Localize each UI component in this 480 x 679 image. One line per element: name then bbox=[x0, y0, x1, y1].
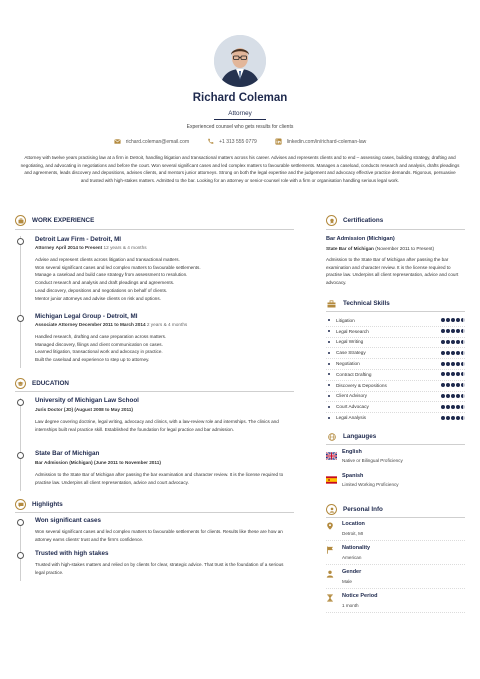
rating-dot bbox=[456, 340, 460, 344]
email-icon bbox=[114, 138, 121, 145]
rating-dot bbox=[441, 318, 445, 322]
skill-name: Legal Analysis bbox=[336, 415, 366, 421]
edu-description: Law degree covering doctrine, legal writing, advocacy and clinics, with a law-review role and internships. The clinics and internships built real practice skill. Established the foundation for legal practice and bar admission. bbox=[35, 419, 279, 432]
skill-row bbox=[326, 338, 465, 347]
highlight-description: Won several significant cases and led complex matters to favourable settlements for clients. Results like these are how an attorney earns clients' trust and the firm's confidence. bbox=[35, 529, 283, 542]
personal-label: Gender bbox=[342, 569, 362, 575]
rating-dot bbox=[461, 351, 465, 355]
list-item: Conduct research and analysis and draft pleadings and agreements. bbox=[35, 280, 175, 286]
list-item: Advise and represent clients across litigation and transactional matters. bbox=[35, 257, 180, 262]
timeline-dot bbox=[17, 315, 24, 322]
rating-dot bbox=[451, 340, 455, 344]
job-bullets bbox=[35, 256, 290, 302]
skill-row bbox=[326, 370, 465, 379]
section-personal-header bbox=[326, 504, 383, 515]
personal-value: 1 month bbox=[342, 603, 359, 608]
rating-dot bbox=[446, 362, 450, 366]
rating-dot bbox=[451, 329, 455, 333]
edu-meta bbox=[35, 460, 161, 465]
hourglass-icon bbox=[326, 594, 334, 602]
rating-dot bbox=[456, 329, 460, 333]
rating-dot bbox=[461, 405, 465, 409]
timeline-dot bbox=[17, 519, 24, 526]
rating-dot bbox=[446, 405, 450, 409]
rating-dot bbox=[461, 362, 465, 366]
list-item: Learned litigation, transactional work and advocacy in practice. bbox=[35, 349, 163, 355]
edu-school: State Bar of Michigan bbox=[35, 450, 100, 457]
job-meta bbox=[35, 245, 147, 250]
award-icon bbox=[326, 215, 337, 226]
bullet-icon bbox=[328, 373, 330, 375]
section-work-header bbox=[15, 215, 94, 226]
section-title: EDUCATION bbox=[32, 380, 69, 387]
edu-dates: (June 2011 to November 2011) bbox=[93, 460, 161, 465]
rating-dot bbox=[446, 383, 450, 387]
job-meta bbox=[35, 322, 187, 327]
rating-dot bbox=[441, 351, 445, 355]
skill-name: Case Strategy bbox=[336, 350, 366, 356]
skill-name: Legal Writing bbox=[336, 339, 364, 345]
rating-dot bbox=[456, 383, 460, 387]
section-divider bbox=[15, 512, 294, 513]
bullet-icon bbox=[328, 395, 330, 397]
section-divider bbox=[15, 391, 294, 392]
section-divider bbox=[326, 311, 465, 312]
job-dates: April 2014 to Present bbox=[55, 245, 103, 250]
rating-dot bbox=[456, 362, 460, 366]
rating-dot bbox=[461, 340, 465, 344]
rating-dot bbox=[446, 416, 450, 420]
rating-dot bbox=[461, 329, 465, 333]
job-dates: December 2011 to March 2014 bbox=[78, 322, 146, 327]
skill-name: Contract Drafting bbox=[336, 371, 372, 377]
timeline-line bbox=[20, 236, 21, 368]
rating-dot bbox=[451, 372, 455, 376]
linkedin-text: linkedin.com/in/richard-coleman-law bbox=[286, 138, 367, 145]
rating-dot bbox=[441, 383, 445, 387]
personal-label: Nationality bbox=[342, 545, 371, 551]
location-icon bbox=[326, 522, 334, 530]
section-divider bbox=[326, 517, 465, 518]
cert-description: Admission to the State Bar of Michigan after passing the bar examination and character review. It is the license required to practise law. Underpins all client representation, advice and court advocacy. bbox=[326, 257, 459, 285]
rating-dot bbox=[456, 405, 460, 409]
bullet-icon bbox=[328, 352, 330, 354]
rating-dot bbox=[446, 351, 450, 355]
job-company: Michigan Legal Group - Detroit, MI bbox=[35, 313, 138, 320]
rating-dot bbox=[461, 318, 465, 322]
language-level: Limited Working Proficiency bbox=[342, 482, 399, 487]
section-highlights-header bbox=[15, 499, 63, 510]
title-divider bbox=[214, 119, 266, 120]
skill-rating bbox=[441, 340, 465, 344]
contact-bar bbox=[0, 138, 480, 145]
edu-description: Admission to the State Bar of Michigan after passing the bar examination and character review. It is the license required to practise law. Underpins all client representation, advice and court advocacy. bbox=[35, 472, 284, 485]
language-name: English bbox=[342, 449, 362, 455]
spain-flag-icon bbox=[326, 476, 337, 484]
cert-title: Bar Admission (Michigan) bbox=[326, 236, 395, 242]
skill-row bbox=[326, 348, 465, 357]
job-role: Associate Attorney bbox=[35, 322, 78, 327]
rating-dot bbox=[451, 362, 455, 366]
skill-row bbox=[326, 402, 465, 411]
list-item: Handled research, drafting and case preparation across matters. bbox=[35, 334, 167, 339]
section-title: Highlights bbox=[32, 501, 63, 508]
cert-meta bbox=[326, 246, 465, 251]
profile-summary: Attorney with twelve years practising law at a firm in Detroit, handling litigation and transactional matters across his career. Advises and represents clients and to end – assessing cases, building strategy, drafting and negotiating, and advocating in negotiations and before the court. Won several significant cases and led complex matters to favourable settlements. Manages a caseload, conducts research and analysis, drafts pleadings and agreements, leads discovery and depositions, advises clients, and mentors junior attorneys. Strong on both the legal expertise and the judgement and advocacy effective practice demands. Rigorous, persuasive and trusted with high-stakes matters. Admitted to the bar. Looking for an attorney or senior-counsel role with a firm or organisation handling serious legal work. bbox=[20, 155, 460, 183]
skill-name: Discovery & Depositions bbox=[336, 382, 387, 388]
skill-row bbox=[326, 381, 465, 390]
rating-dot bbox=[446, 318, 450, 322]
skill-rating bbox=[441, 329, 465, 333]
cert-dates: (November 2011 to Present) bbox=[375, 246, 435, 251]
personal-value: Male bbox=[342, 579, 352, 584]
timeline-dot bbox=[17, 452, 24, 459]
list-item: Won several significant cases and led complex matters to favourable settlements. bbox=[35, 264, 201, 270]
profile-photo bbox=[214, 35, 266, 87]
edu-dates: (August 2008 to May 2011) bbox=[74, 407, 133, 412]
row-divider bbox=[326, 564, 465, 565]
rating-dot bbox=[441, 340, 445, 344]
skill-rating bbox=[441, 416, 465, 420]
skill-rating bbox=[441, 372, 465, 376]
job-duration: 2 years & 4 months bbox=[146, 322, 188, 327]
candidate-name: Richard Coleman bbox=[192, 92, 288, 104]
personal-value: Detroit, MI bbox=[342, 531, 364, 536]
rating-dot bbox=[456, 416, 460, 420]
rating-dot bbox=[441, 329, 445, 333]
user-icon bbox=[326, 504, 337, 515]
edu-school: University of Michigan Law School bbox=[35, 397, 139, 404]
rating-dot bbox=[456, 394, 460, 398]
skill-name: Client Advisory bbox=[336, 393, 368, 399]
rating-dot bbox=[451, 394, 455, 398]
contact-linkedin[interactable] bbox=[275, 138, 366, 145]
list-item: Built the caseload and experience to step up to attorney. bbox=[35, 357, 150, 363]
section-skills-header bbox=[326, 298, 390, 309]
rating-dot bbox=[451, 318, 455, 322]
phone-icon bbox=[207, 138, 214, 145]
contact-phone[interactable] bbox=[207, 138, 257, 145]
section-divider bbox=[326, 229, 465, 230]
rating-dot bbox=[461, 372, 465, 376]
contact-email[interactable] bbox=[114, 138, 189, 145]
cert-issuer: State Bar of Michigan bbox=[326, 246, 374, 251]
rating-dot bbox=[441, 372, 445, 376]
row-divider bbox=[326, 540, 465, 541]
rating-dot bbox=[461, 416, 465, 420]
edu-meta bbox=[35, 407, 133, 412]
highlight-title: Trusted with high stakes bbox=[35, 550, 109, 557]
skill-name: Legal Research bbox=[336, 328, 369, 334]
timeline-dot bbox=[17, 399, 24, 406]
bullet-icon bbox=[328, 319, 330, 321]
skill-row bbox=[326, 392, 465, 401]
rating-dot bbox=[446, 394, 450, 398]
rating-dot bbox=[441, 405, 445, 409]
highlight-title: Won significant cases bbox=[35, 517, 102, 524]
list-item: Manage a caseload and build case strategy from assessment to resolution. bbox=[35, 272, 188, 278]
list-item: Lead discovery, depositions and negotiations on behalf of clients. bbox=[35, 287, 168, 293]
bullet-icon bbox=[328, 330, 330, 332]
uk-flag-icon bbox=[326, 452, 337, 460]
highlight-description: Trusted with high-stakes matters and relied on by clients for clear, strategic advice. That trust is the foundation of a serious legal practice. bbox=[35, 562, 284, 575]
chat-bubble-icon bbox=[15, 499, 26, 510]
section-title: Langauges bbox=[343, 433, 377, 440]
person-icon bbox=[326, 570, 334, 578]
skill-rating bbox=[441, 362, 465, 366]
phone-text: +1 313 555 0779 bbox=[219, 138, 257, 145]
job-duration: 12 years & 4 months bbox=[103, 245, 147, 250]
personal-value: American bbox=[342, 555, 362, 560]
language-level: Native or Bilingual Proficiency bbox=[342, 458, 403, 463]
section-title: Technical Skills bbox=[343, 300, 390, 307]
rating-dot bbox=[451, 383, 455, 387]
candidate-title: Attorney bbox=[228, 110, 252, 117]
rating-dot bbox=[446, 372, 450, 376]
bullet-icon bbox=[328, 384, 330, 386]
skill-row bbox=[326, 327, 465, 336]
section-education-header bbox=[15, 378, 69, 389]
rating-dot bbox=[446, 340, 450, 344]
flag-icon bbox=[326, 546, 334, 554]
rating-dot bbox=[456, 372, 460, 376]
timeline-dot bbox=[17, 552, 24, 559]
rating-dot bbox=[441, 394, 445, 398]
email-text: richard.coleman@email.com bbox=[125, 138, 190, 145]
bullet-icon bbox=[328, 417, 330, 419]
timeline-dot bbox=[17, 238, 24, 245]
rating-dot bbox=[441, 416, 445, 420]
skill-name: Litigation bbox=[336, 317, 355, 323]
timeline-line bbox=[20, 398, 21, 491]
globe-icon bbox=[326, 431, 337, 442]
personal-label: Notice Period bbox=[342, 593, 378, 599]
rating-dot bbox=[456, 351, 460, 355]
skill-row bbox=[326, 316, 465, 325]
personal-label: Location bbox=[342, 521, 365, 527]
skill-rating bbox=[441, 405, 465, 409]
bullet-icon bbox=[328, 363, 330, 365]
row-divider bbox=[326, 588, 465, 589]
graduation-cap-icon bbox=[15, 378, 26, 389]
briefcase-icon bbox=[15, 215, 26, 226]
section-divider bbox=[15, 229, 294, 230]
timeline-line bbox=[20, 519, 21, 581]
edu-degree: Juris Doctor (JD) bbox=[35, 407, 74, 412]
section-title: Certifications bbox=[343, 217, 384, 224]
toolbox-icon bbox=[326, 298, 337, 309]
list-item: Mentor junior attorneys and advise clients on risk and options. bbox=[35, 295, 161, 301]
linkedin-icon bbox=[275, 138, 282, 145]
edu-degree: Bar Admission (Michigan) bbox=[35, 460, 93, 465]
bullet-icon bbox=[328, 341, 330, 343]
rating-dot bbox=[446, 329, 450, 333]
rating-dot bbox=[451, 416, 455, 420]
job-bullets bbox=[35, 333, 290, 364]
rating-dot bbox=[456, 318, 460, 322]
rating-dot bbox=[451, 351, 455, 355]
section-divider bbox=[326, 444, 465, 445]
skill-rating bbox=[441, 351, 465, 355]
skill-rating bbox=[441, 394, 465, 398]
job-role: Attorney bbox=[35, 245, 55, 250]
skill-row bbox=[326, 359, 465, 368]
rating-dot bbox=[441, 362, 445, 366]
skill-name: Court Advocacy bbox=[336, 404, 369, 410]
section-certifications-header bbox=[326, 215, 383, 226]
section-title: WORK EXPERIENCE bbox=[32, 217, 95, 224]
skill-row bbox=[326, 413, 465, 422]
skill-rating bbox=[441, 318, 465, 322]
avatar bbox=[214, 35, 266, 87]
list-item: Managed discovery, filings and client communication on cases. bbox=[35, 341, 163, 347]
rating-dot bbox=[461, 394, 465, 398]
rating-dot bbox=[451, 405, 455, 409]
skill-name: Negotiation bbox=[336, 361, 360, 367]
row-divider bbox=[326, 612, 465, 613]
job-company: Detroit Law Firm - Detroit, MI bbox=[35, 236, 122, 243]
section-title: Personal Info bbox=[343, 506, 383, 513]
tagline: Experienced counsel who gets results for clients bbox=[186, 124, 294, 130]
bullet-icon bbox=[328, 406, 330, 408]
language-name: Spanish bbox=[342, 473, 364, 479]
skill-rating bbox=[441, 383, 465, 387]
section-languages-header bbox=[326, 431, 376, 442]
rating-dot bbox=[461, 383, 465, 387]
